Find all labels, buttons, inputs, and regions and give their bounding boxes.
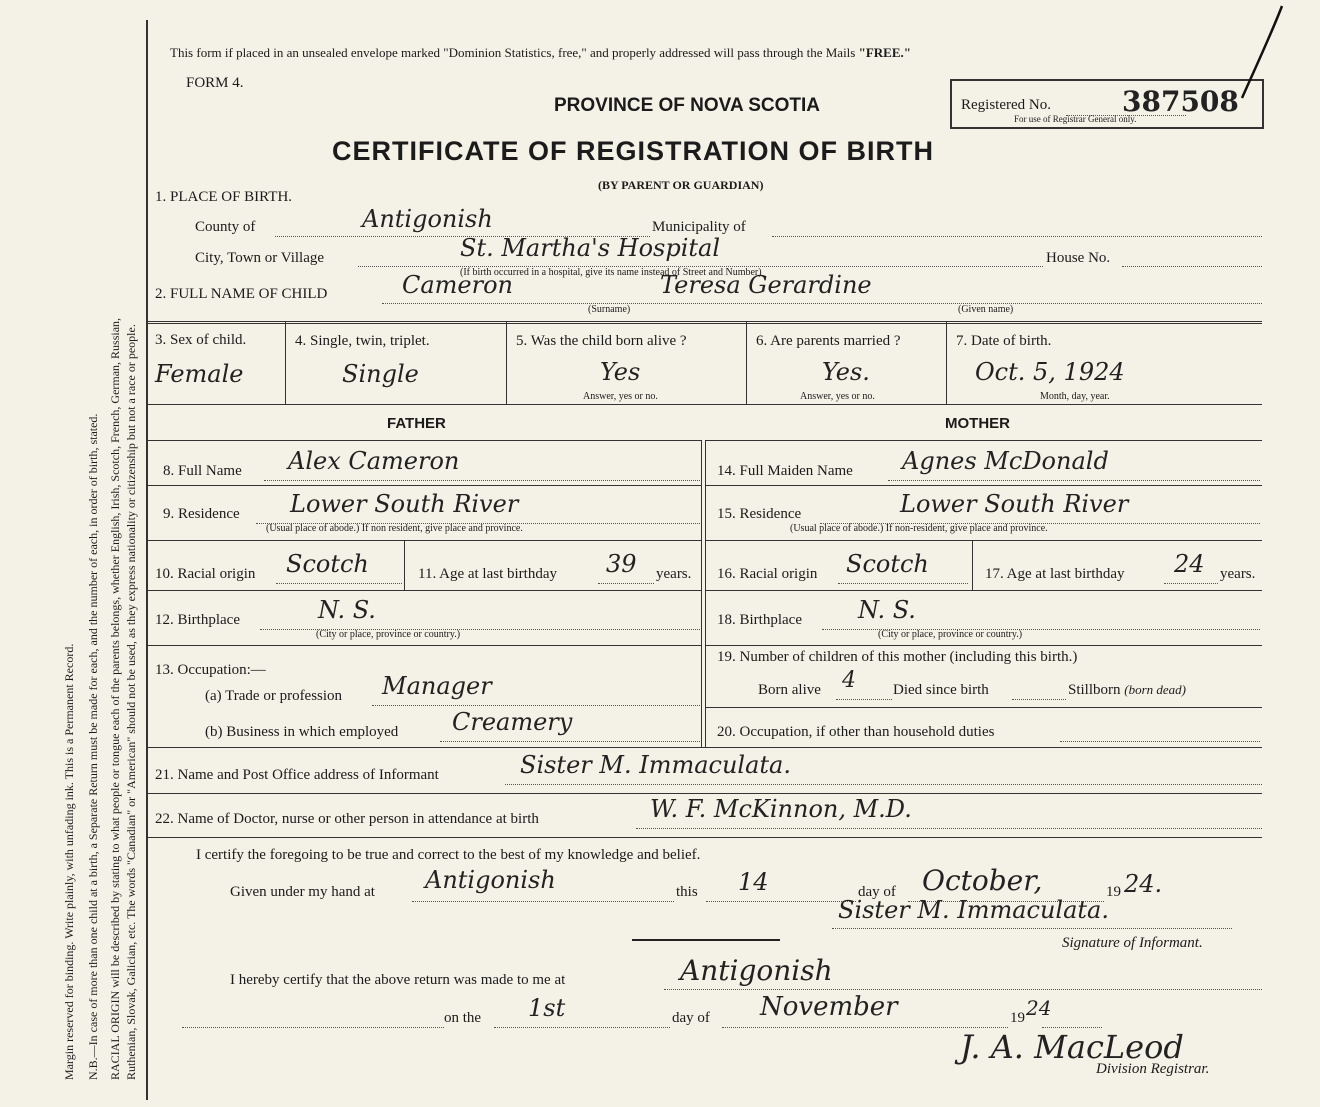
registrar-day-value: 1st bbox=[528, 994, 566, 1022]
given-year-value: 24. bbox=[1124, 870, 1163, 898]
margin-border bbox=[146, 20, 148, 1100]
registrar-signature: J. A. MacLeod bbox=[960, 1028, 1184, 1066]
stillborn-note: (born dead) bbox=[1124, 682, 1187, 697]
father-age-label: 11. Age at last birthday bbox=[418, 566, 557, 582]
sex-value: Female bbox=[155, 360, 244, 388]
surname-note: (Surname) bbox=[588, 304, 631, 315]
registrar-month-value: November bbox=[760, 992, 898, 1022]
informant-signature: Sister M. Immaculata. bbox=[838, 896, 1109, 924]
mother-race-label: 16. Racial origin bbox=[717, 566, 818, 582]
postal-note: This form if placed in an unsealed envelope marked "Dominion Statistics, free," and properly addressed will pass through the Mails bbox=[170, 45, 856, 60]
margin-note-3: RACIAL ORIGIN will be described by stating to what people or tongue each of the parents belongs, whether English, Irish, Scotch, French, German, Russian, bbox=[108, 317, 122, 1080]
father-name-label: 8. Full Name bbox=[163, 463, 242, 479]
informant-value: Sister M. Immaculata. bbox=[520, 751, 791, 779]
children-count-label: 19. Number of children of this mother (including this birth.) bbox=[717, 649, 1078, 665]
stillborn-label: Stillborn bbox=[1068, 682, 1121, 698]
born-alive-value: 4 bbox=[842, 668, 856, 693]
child-surname: Cameron bbox=[402, 271, 514, 299]
street-value: St. Martha's Hospital bbox=[460, 234, 721, 262]
margin-note-2: N.B.—In case of more than one child at a birth, a Separate Return must be made for each, and the number of each, in order of birth, stated. bbox=[86, 413, 100, 1080]
alive-note: Answer, yes or no. bbox=[583, 391, 658, 402]
born-alive-label: Born alive bbox=[758, 682, 821, 698]
married-note: Answer, yes or no. bbox=[800, 391, 875, 402]
dob-note: Month, day, year. bbox=[1040, 391, 1110, 402]
alive-value: Yes bbox=[600, 358, 641, 386]
certify-statement: I certify the foregoing to be true and correct to the best of my knowledge and belief. bbox=[196, 847, 701, 863]
mother-res-label: 15. Residence bbox=[717, 506, 802, 522]
mother-years: years. bbox=[1220, 566, 1256, 582]
father-birthplace-note: (City or place, province or country.) bbox=[316, 629, 461, 640]
mother-birthplace-value: N. S. bbox=[858, 596, 916, 624]
plurality-label: 4. Single, twin, triplet. bbox=[295, 333, 430, 349]
mother-res-note: (Usual place of abode.) If non-resident, give place and province. bbox=[790, 523, 1048, 534]
informant-label: 21. Name and Post Office address of Informant bbox=[155, 767, 439, 783]
child-given-name: Teresa Gerardine bbox=[660, 271, 872, 299]
dob-label: 7. Date of birth. bbox=[956, 333, 1052, 349]
plurality-value: Single bbox=[342, 360, 419, 388]
registrar-statement: I hereby certify that the above return was made to me at bbox=[230, 972, 566, 988]
business-label: (b) Business in which employed bbox=[205, 724, 399, 740]
this-label: this bbox=[676, 884, 698, 900]
father-race-value: Scotch bbox=[286, 550, 369, 578]
registered-number: 387508 bbox=[1122, 85, 1239, 118]
married-value: Yes. bbox=[822, 358, 870, 386]
form-number: FORM 4. bbox=[186, 75, 244, 91]
registrar-year-value: 24 bbox=[1026, 996, 1052, 1020]
father-heading: FATHER bbox=[387, 415, 446, 432]
mother-birthplace-label: 18. Birthplace bbox=[717, 612, 802, 628]
registered-label: Registered No. bbox=[961, 97, 1051, 113]
father-res-value: Lower South River bbox=[290, 490, 519, 518]
father-age-value: 39 bbox=[606, 550, 637, 578]
child-name-label: 2. FULL NAME OF CHILD bbox=[155, 286, 328, 302]
place-heading: 1. PLACE OF BIRTH. bbox=[155, 189, 293, 205]
hospital-note: (If birth occurred in a hospital, give its name instead of Street and Number) bbox=[460, 267, 762, 278]
registrar-label: Division Registrar. bbox=[1096, 1061, 1210, 1077]
postal-free: "FREE." bbox=[858, 45, 911, 60]
dob-value: Oct. 5, 1924 bbox=[975, 358, 1125, 386]
alive-label: 5. Was the child born alive ? bbox=[516, 333, 687, 349]
doctor-label: 22. Name of Doctor, nurse or other person in attendance at birth bbox=[155, 811, 539, 827]
mother-name-label: 14. Full Maiden Name bbox=[717, 463, 853, 479]
given-day-value: 14 bbox=[738, 868, 769, 896]
certificate-title: CERTIFICATE OF REGISTRATION OF BIRTH bbox=[332, 136, 934, 166]
married-label: 6. Are parents married ? bbox=[756, 333, 901, 349]
mother-name-value: Agnes McDonald bbox=[902, 447, 1109, 475]
registrar-day-of-label: day of bbox=[672, 1010, 710, 1026]
margin-note-4: Ruthenian, Slovak, Galician, etc. The words "Canadian" or "American" should not be used, as they express nationality or citizenship but not a race or people. bbox=[124, 324, 138, 1080]
pen-mark-icon bbox=[1228, 2, 1288, 102]
father-birthplace-value: N. S. bbox=[318, 596, 376, 624]
business-value: Creamery bbox=[452, 708, 573, 736]
registered-box bbox=[950, 79, 1264, 129]
occupation-heading: 13. Occupation:— bbox=[155, 662, 266, 678]
mother-heading: MOTHER bbox=[945, 415, 1010, 432]
mother-age-label: 17. Age at last birthday bbox=[985, 566, 1125, 582]
father-res-label: 9. Residence bbox=[163, 506, 240, 522]
certificate-subtitle: (BY PARENT OR GUARDIAN) bbox=[598, 178, 764, 192]
father-birthplace-label: 12. Birthplace bbox=[155, 612, 240, 628]
doctor-value: W. F. McKinnon, M.D. bbox=[650, 795, 912, 823]
given-place-value: Antigonish bbox=[425, 866, 556, 894]
registered-note: For use of Registrar General only. bbox=[1014, 114, 1137, 124]
registrar-year-prefix: 19 bbox=[1010, 1010, 1025, 1026]
given-note: (Given name) bbox=[958, 304, 1014, 315]
father-res-note: (Usual place of abode.) If non resident, give place and province. bbox=[266, 523, 523, 534]
county-value: Antigonish bbox=[362, 205, 493, 233]
trade-label: (a) Trade or profession bbox=[205, 688, 343, 704]
father-years: years. bbox=[656, 566, 692, 582]
mother-res-value: Lower South River bbox=[900, 490, 1129, 518]
given-under-label: Given under my hand at bbox=[230, 884, 375, 900]
county-label: County of bbox=[195, 219, 256, 235]
mother-birthplace-note: (City or place, province or country.) bbox=[878, 629, 1023, 640]
given-day-of-label: day of bbox=[858, 884, 896, 900]
mother-race-value: Scotch bbox=[846, 550, 929, 578]
trade-value: Manager bbox=[382, 672, 492, 700]
on-the-label: on the bbox=[444, 1010, 482, 1026]
municipality-label: Municipality of bbox=[652, 219, 746, 235]
given-year-prefix: 19 bbox=[1106, 884, 1121, 900]
sex-label: 3. Sex of child. bbox=[155, 332, 247, 348]
given-month-value: October, bbox=[922, 864, 1043, 897]
margin-note-1: Margin reserved for binding. Write plainly, with unfading ink. This is a Permanent Record. bbox=[62, 643, 76, 1080]
province-heading: PROVINCE OF NOVA SCOTIA bbox=[554, 95, 821, 116]
margin-notes bbox=[0, 0, 150, 1107]
mother-age-value: 24 bbox=[1174, 550, 1205, 578]
signature-label: Signature of Informant. bbox=[1062, 935, 1203, 951]
mother-occupation-label: 20. Occupation, if other than household duties bbox=[717, 724, 995, 740]
died-since-birth-label: Died since birth bbox=[893, 682, 989, 698]
registrar-place-value: Antigonish bbox=[680, 954, 833, 987]
father-name-value: Alex Cameron bbox=[288, 447, 460, 475]
house-label: House No. bbox=[1046, 250, 1111, 266]
city-label: City, Town or Village bbox=[195, 250, 325, 266]
father-race-label: 10. Racial origin bbox=[155, 566, 256, 582]
